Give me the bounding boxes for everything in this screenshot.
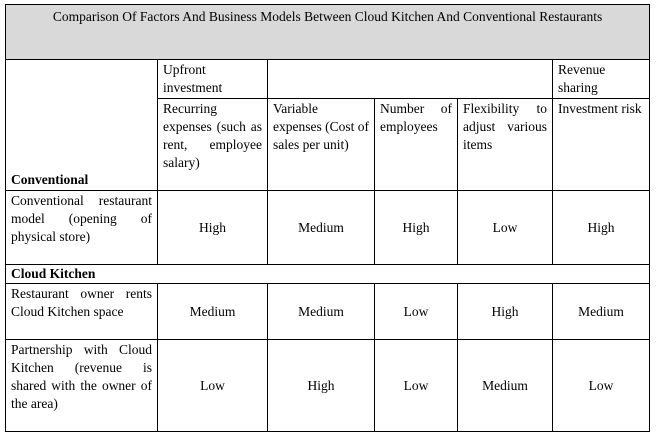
table-row [6,191,650,265]
table-cell: Low [375,284,458,340]
table-cell: Low [158,340,268,432]
table-cell: High [458,284,553,340]
section-header-conventional: Conventional [6,60,158,191]
table-row [6,284,650,340]
table-cell: High [375,191,458,265]
table-cell: Low [458,191,553,265]
section-header-cloud-kitchen: Cloud Kitchen [6,265,650,284]
column-header-risk: Investment risk [553,99,650,191]
group-header-upfront: Upfront investment [158,60,268,99]
row-label: Restaurant owner rents Cloud Kitchen space [6,284,158,340]
table-cell: Medium [553,284,650,340]
table-cell: Low [375,340,458,432]
table-cell: Medium [458,340,553,432]
table-cell: Low [553,340,650,432]
table-title: Comparison Of Factors And Business Models Between Cloud Kitchen And Conventional Restaurants [6,5,650,60]
table-cell: Medium [158,284,268,340]
comparison-table [5,4,650,432]
column-header-variable: Variable expenses (Cost of sales per unit) [268,99,375,191]
row-label: Conventional restaurant model (opening of physical store) [6,191,158,265]
table-cell: Medium [268,284,375,340]
table-cell: High [553,191,650,265]
table-row [6,340,650,432]
column-header-recurring: Recurring expenses (such as rent, employee salary) [158,99,268,191]
group-header-empty [268,60,553,99]
column-header-flexibility: Flexibility to adjust various items [458,99,553,191]
column-header-employees: Number of employees [375,99,458,191]
group-header-revenue: Revenue sharing [553,60,650,99]
table-cell: High [158,191,268,265]
table-cell: Medium [268,191,375,265]
row-label: Partnership with Cloud Kitchen (revenue is shared with the owner of the area) [6,340,158,432]
table-cell: High [268,340,375,432]
